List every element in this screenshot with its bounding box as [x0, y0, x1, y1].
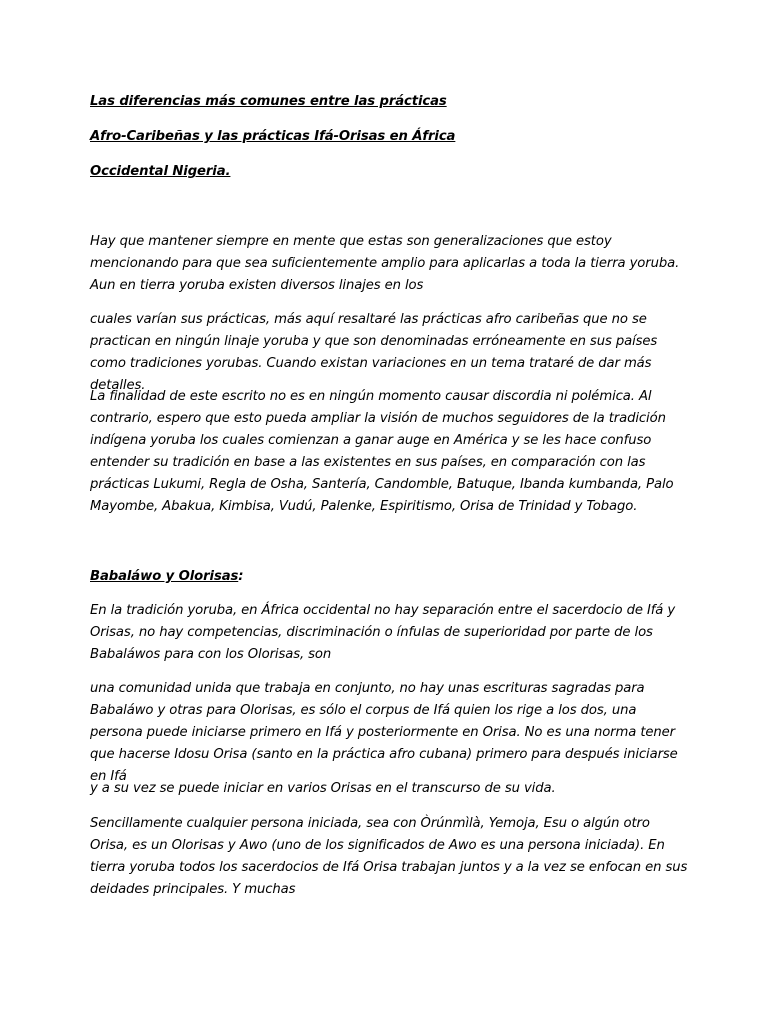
section-heading — [90, 566, 690, 588]
title-line-1: Las diferencias más comunes entre las prácticas — [90, 94, 447, 109]
title-line-3: Occidental Nigeria. — [90, 164, 231, 179]
section-heading-colon: : — [238, 569, 244, 584]
section-heading-text: Babaláwo y Olorisas — [90, 569, 239, 584]
intro-paragraph-2: cuales varían sus prácticas, más aquí resaltaré las prácticas afro caribeñas que no se practican en ningún linaje yoruba y que son denominadas erróneamente en sus países como tradiciones yorubas. Cuando existan variaciones en un tema trataré de dar más detalles. — [90, 312, 658, 393]
section-paragraph-4: Sencillamente cualquier persona iniciada, sea con Òrúnmìlà, Yemoja, Esu o algún otro Orisa, es un Olorisas y Awo (uno de los significados de Awo es una persona iniciada). En tierra yoruba todos los sacerdocios de Ifá Orisa trabajan juntos y a la vez se enfocan en sus deidades principales. Y muchas — [90, 816, 688, 897]
intro-paragraph-1: Hay que mantener siempre en mente que estas son generalizaciones que estoy mencionando para que sea suficientemente amplio para aplicarlas a toda la tierra yoruba. Aun en tierra yoruba existen diversos linajes en los — [90, 234, 680, 293]
intro-paragraph-3: La finalidad de este escrito no es en ningún momento causar discordia ni polémica. Al contrario, espero que esto pueda ampliar la visión de muchos seguidores de la tradición indígena yoruba los cuales comienzan a ganar auge en América y se les hace confuso entender su tradición en base a las existentes en sus países, en comparación con las prácticas Lukumi, Regla de Osha, Santería, Candomble, Batuque, Ibanda kumbanda, Palo Mayombe, Abakua, Kimbisa, Vudú, Palenke, Espiritismo, Orisa de Trinidad y Tobago. — [90, 389, 674, 514]
section-paragraph-1: En la tradición yoruba, en África occidental no hay separación entre el sacerdocio de Ifá y Orisas, no hay competencias, discriminación o ínfulas de superioridad por parte de los Babaláwos para con los Olorisas, son — [90, 603, 676, 662]
section-paragraph-3: y a su vez se puede iniciar en varios Orisas en el transcurso de su vida. — [90, 781, 556, 796]
title-line-2: Afro-Caribeñas y las prácticas Ifá-Orisas en África — [90, 129, 456, 144]
section-paragraph-2: una comunidad unida que trabaja en conjunto, no hay unas escrituras sagradas para Babaláwo y otras para Olorisas, es sólo el corpus de Ifá quien los rige a los dos, una persona puede iniciarse primero en Ifá y posteriormente en Orisa. No es una norma tener que hacerse Idosu Orisa (santo en la práctica afro cubana) primero para después iniciarse en Ifá — [90, 681, 678, 784]
